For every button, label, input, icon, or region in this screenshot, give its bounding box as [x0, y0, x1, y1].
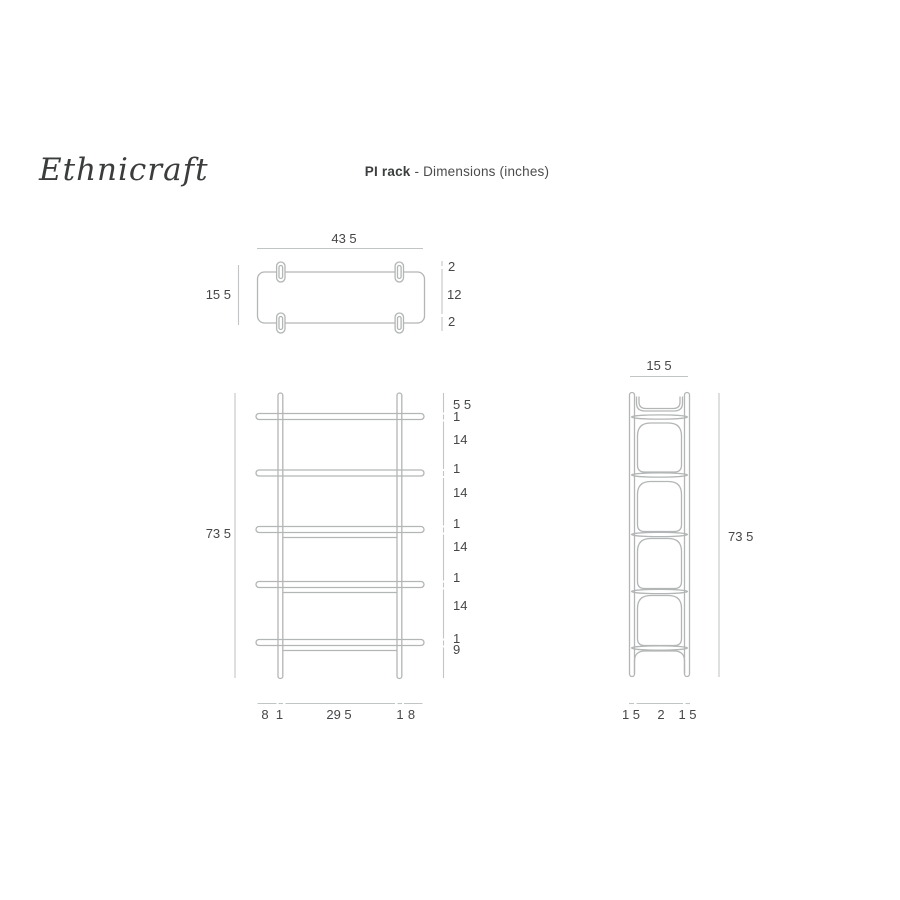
panel: [638, 539, 682, 589]
shelf-edge: [632, 532, 688, 536]
panel: [638, 482, 682, 532]
dimension-label: 2: [448, 259, 456, 274]
front-view-vertical-dimension: [444, 393, 472, 678]
dimension-label: 12: [447, 287, 462, 302]
product-name: PI rack: [364, 164, 411, 179]
bottom-arch: [635, 651, 685, 674]
dimension-label: 14: [453, 432, 468, 447]
side-view-depth-label: 15 5: [646, 358, 672, 373]
page-subtitle: - Dimensions (inches): [414, 164, 550, 179]
front-left-post: [278, 393, 283, 679]
side-view: [622, 358, 753, 722]
dimension-label: 8: [407, 707, 416, 722]
top-view-width-label: 43 5: [331, 231, 357, 246]
panel: [638, 423, 682, 472]
shelf: [256, 527, 424, 533]
shelf: [256, 640, 424, 646]
side-panels: [638, 423, 682, 646]
panel: [638, 596, 682, 646]
top-view: [206, 231, 462, 333]
side-shelf-edges: [632, 415, 688, 650]
brand-logo: Ethnicraft: [39, 152, 209, 188]
dimension-label: 2: [448, 314, 456, 329]
dimension-label: 8: [261, 707, 269, 722]
dimension-label: 14: [453, 598, 468, 613]
top-shelf-profile: [637, 397, 683, 412]
dimension-label: 29 5: [326, 707, 352, 722]
dimension-label: 1: [453, 570, 461, 585]
front-view: [206, 393, 471, 722]
dimension-label: 1: [453, 461, 461, 476]
dimension-label: 1: [453, 516, 461, 531]
top-view-depth-label: 15 5: [205, 287, 231, 302]
shelf: [256, 470, 424, 476]
front-view-height-label: 73 5: [205, 526, 231, 541]
shelf-edge: [632, 646, 688, 650]
shelf-edge: [632, 415, 688, 419]
side-view-height-label: 73 5: [728, 529, 754, 544]
dimension-label: 1: [453, 409, 461, 424]
dimension-label: 1: [396, 707, 404, 722]
shelf: [256, 414, 424, 420]
front-right-post: [397, 393, 402, 679]
front-view-bottom-dimension: [258, 704, 423, 723]
dimension-label: 1 5: [678, 707, 697, 722]
front-shelves: [256, 414, 424, 651]
dimension-label: 9: [453, 642, 461, 657]
dimension-label: 1 5: [621, 707, 641, 722]
dimension-label: 1: [275, 707, 284, 722]
side-view-bottom-dimension: [622, 704, 697, 723]
dimension-label: 5 5: [453, 397, 472, 412]
dimension-label: 2: [657, 707, 665, 722]
shelf: [256, 582, 424, 588]
shelf-edge: [632, 473, 688, 477]
top-view-side-dimension: [442, 259, 461, 331]
shelf-edge: [632, 589, 688, 593]
dimension-label: 1: [453, 631, 461, 646]
dimension-label: 14: [453, 485, 468, 500]
dimension-label: 14: [453, 539, 468, 554]
